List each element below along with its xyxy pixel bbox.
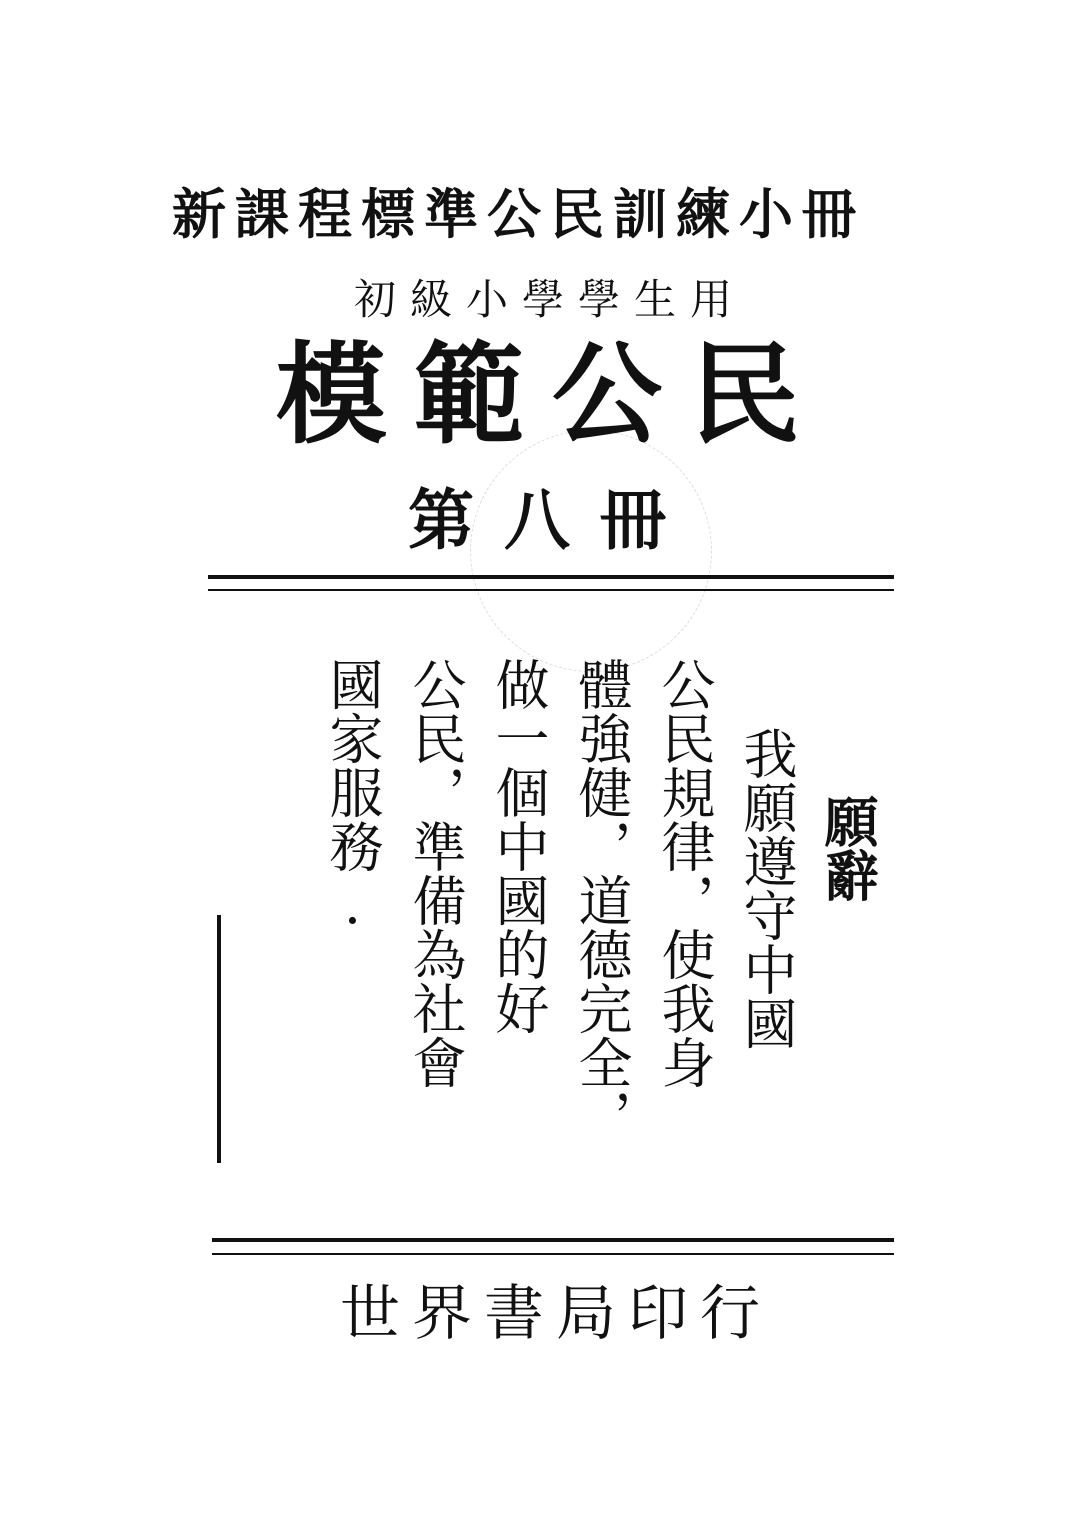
pledge-column-4: 做一個中國的好 bbox=[487, 657, 550, 1035]
book-title: 模範公民 bbox=[276, 330, 828, 459]
pledge-heading: 願辭 bbox=[816, 794, 880, 902]
margin-vertical-line bbox=[217, 915, 221, 1163]
bottom-divider-thin bbox=[212, 1253, 894, 1255]
top-divider-thick bbox=[208, 575, 894, 579]
pledge-column-1: 我願遵守中國 bbox=[735, 726, 798, 1050]
bottom-divider-thick bbox=[212, 1238, 894, 1242]
pledge-column-5: 公民，準備為社會 bbox=[404, 657, 467, 1089]
grade-label: 初級小學學生用 bbox=[354, 275, 747, 324]
pledge-column-6: 國家服務. bbox=[321, 657, 384, 936]
series-title: 新課程標準公民訓練小冊 bbox=[172, 183, 865, 246]
top-divider-thin bbox=[208, 589, 894, 591]
pledge-column-2: 公民規律，使我身 bbox=[653, 657, 716, 1089]
volume-label: 第八冊 bbox=[408, 482, 696, 559]
publisher-imprint: 世界書局印行 bbox=[340, 1279, 772, 1349]
pledge-column-3: 體強健，道德完全， bbox=[570, 657, 633, 1143]
